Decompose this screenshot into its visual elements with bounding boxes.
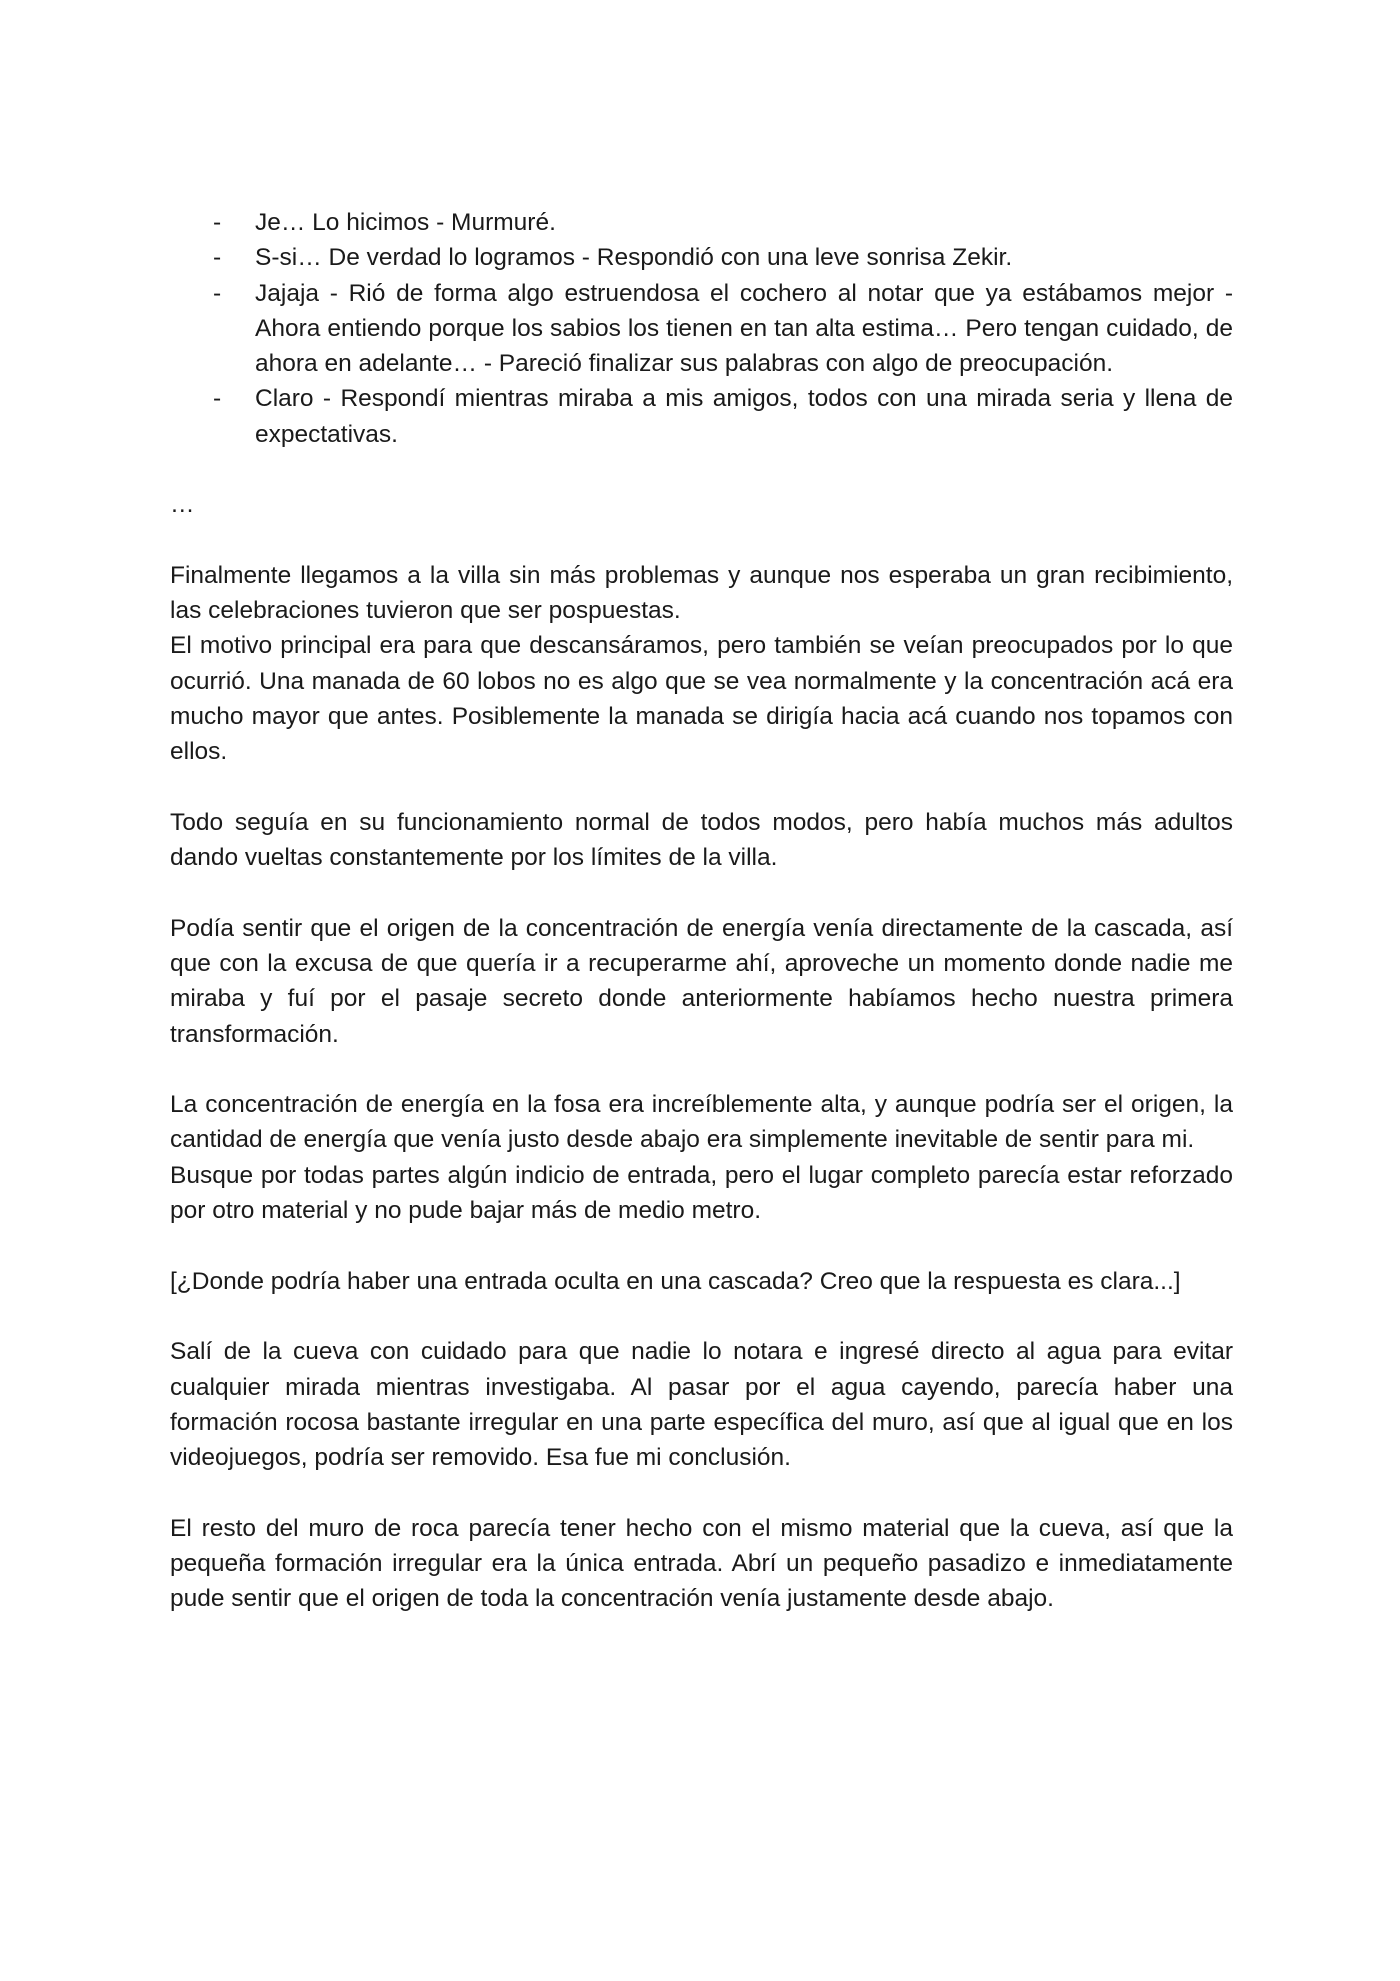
paragraph: Todo seguía en su funcionamiento normal de todos modos, pero había muchos más adultos dando vueltas constantemente por los límites de la villa. — [170, 808, 1233, 872]
blank-line — [170, 875, 1233, 910]
blank-line — [170, 1228, 1233, 1263]
dialogue-line — [170, 276, 1233, 382]
dialogue-text: S-si… De verdad lo logramos - Respondió con una leve sonrisa Zekir. — [255, 244, 1013, 272]
document-page — [170, 205, 1233, 1617]
blank-line — [170, 522, 1233, 557]
paragraph: El resto del muro de roca parecía tener hecho con el mismo material que la cueva, así que la pequeña formación irregular era la única entrada. Abrí un pequeño pasadizo e inmediatamente pude sentir que el origen de toda la concentración venía justamente desde abajo. — [170, 1514, 1233, 1613]
dialogue-dash: - — [213, 385, 222, 413]
blank-line — [170, 1475, 1233, 1510]
dialogue-text: Jajaja - Rió de forma algo estruendosa el cochero al notar que ya estábamos mejor - Ahora entiendo porque los sabios los tienen en tan alta estima… Pero tengan cuidado, de ahora en adelante… - Pareció finalizar sus palabras con algo de preocupación. — [255, 279, 1233, 378]
dialogue-line — [170, 381, 1233, 452]
dialogue-dash: - — [213, 209, 222, 236]
paragraph: [¿Donde podría haber una entrada oculta en una cascada? Creo que la respuesta es clara...] — [170, 1267, 1181, 1295]
blank-line — [170, 1299, 1233, 1334]
dialogue-line — [170, 205, 1233, 240]
dialogue-list — [170, 205, 1233, 452]
dialogue-text: Claro - Respondí mientras miraba a mis amigos, todos con una mirada seria y llena de expectativas. — [255, 385, 1233, 448]
dialogue-line — [170, 240, 1233, 275]
dialogue-dash: - — [213, 244, 222, 272]
blank-line — [170, 769, 1233, 804]
section-separator: … — [170, 491, 195, 519]
dialogue-text: Je… Lo hicimos - Murmuré. — [255, 209, 556, 236]
dialogue-dash: - — [213, 279, 222, 307]
paragraph: Salí de la cueva con cuidado para que nadie lo notara e ingresé directo al agua para evitar cualquier mirada mientras investigaba. Al pasar por el agua cayendo, parecía haber una formación rocosa bastante irregular en una parte específica del muro, así que al igual que en los videojuegos, podría ser removido. Esa fue mi conclusión. — [170, 1338, 1233, 1472]
paragraph: La concentración de energía en la fosa era increíblemente alta, y aunque podría ser el origen, la cantidad de energía que venía justo desde abajo era simplemente inevitable de sentir para mi. — [170, 1091, 1233, 1154]
paragraph: Busque por todas partes algún indicio de entrada, pero el lugar completo parecía estar reforzado por otro material y no pude bajar más de medio metro. — [170, 1161, 1233, 1225]
paragraph: Podía sentir que el origen de la concentración de energía venía directamente de la cascada, así que con la excusa de que quería ir a recuperarme ahí, aproveche un momento donde nadie me miraba y fuí por el pasaje secreto donde anteriormente habíamos hecho nuestra primera transformación. — [170, 914, 1233, 1048]
blank-line — [170, 1052, 1233, 1087]
paragraph: El motivo principal era para que descansáramos, pero también se veían preocupados por lo que ocurrió. Una manada de 60 lobos no es algo que se vea normalmente y la concentración acá era mucho mayor que antes. Posiblemente la manada se dirigía hacia acá cuando nos topamos con ellos. — [170, 632, 1233, 766]
paragraph: Finalmente llegamos a la villa sin más problemas y aunque nos esperaba un gran recibimiento, las celebraciones tuvieron que ser pospuestas. — [170, 561, 1233, 624]
